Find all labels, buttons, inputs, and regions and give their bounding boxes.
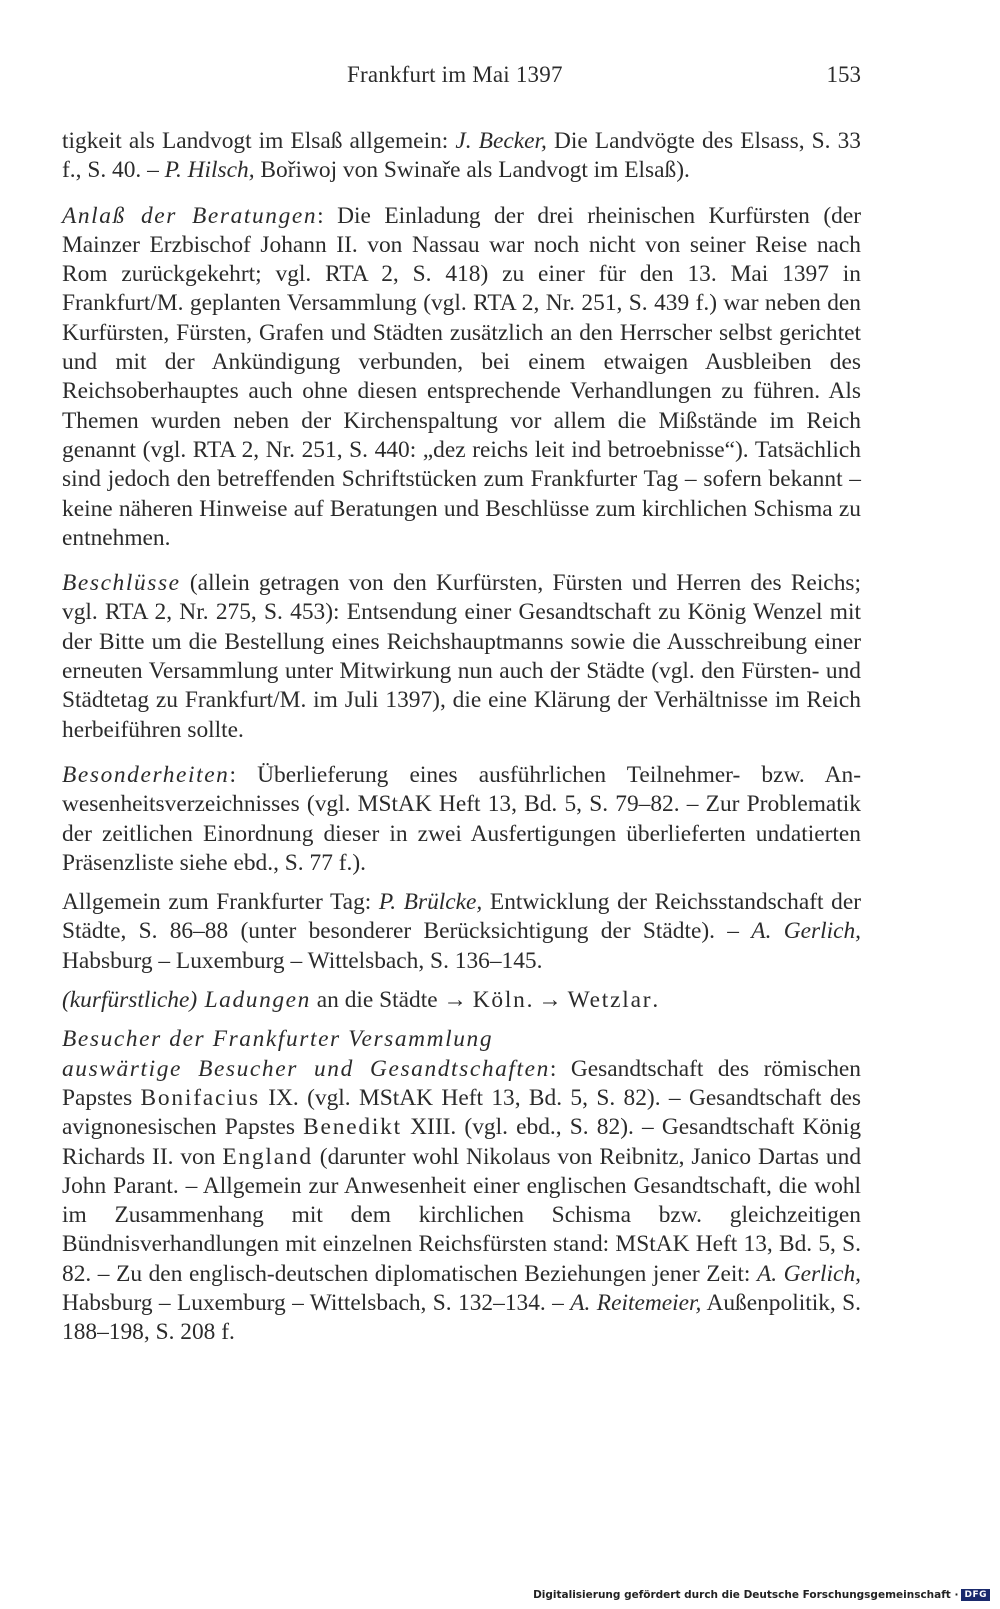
running-title: Frankfurt im Mai 1397 bbox=[347, 62, 563, 87]
body-text bbox=[62, 127, 861, 1348]
section-title-besucher: Besucher der Frankfurter Versammlung bbox=[62, 1026, 494, 1053]
paragraph-allgemein: Allgemein zum Frankfurter Tag: P. Brülcke, Entwicklung der Reichsstandschaft der Städte, S. 86–88 (unter besonderer Berücksichtigung der Städte). – A. Gerlich, Habsburg – Luxemburg – Wittelsbach, S. 136–145. bbox=[62, 889, 861, 974]
author-ref: P. Hilsch, bbox=[164, 157, 255, 184]
paragraph-anlass: Anlaß der Beratungen: Die Einladung der drei rheinischen Kurfürsten (der Mainzer Erzbischof Johann II. von Nassau war noch nicht von seiner Reise nach Rom zurückgekehrt; vgl. RTA 2, S. 418) zu einer für den 13. Mai 1397 in Frankfurt/M. geplanten Versammlung (vgl. RTA 2, Nr. 251, S. 439 f.) war neben den Kurfürsten, Fürsten, Grafen und Städten zusätzlich an den Herrscher selbst gerichtet und mit der Ankündigung verbunden, bei einem etwaigen Ausbleiben des Reichsoberhauptes auch ohne diesen entsprechende Verhandlungen zu führen. Als Themen wurden neben der Kirchenspaltung vor allem die Mißstände im Reich genannt (vgl. RTA 2, Nr. 251, S. 440: „dez reichs leit ind betroebnisse“). Tatsächlich sind jedoch den betreffenden Schriftstücken zum Frankfurter Tag – sofern bekannt – keine näheren Hinweise auf Beratungen und Beschlüsse zum kirchlichen Schisma zu entnehmen. bbox=[62, 202, 861, 551]
person-name: Benedikt bbox=[303, 1114, 402, 1141]
section-heading: Anlaß der Beratungen bbox=[62, 202, 318, 229]
section-heading: Besonderheiten bbox=[62, 761, 230, 788]
cross-ref-wetzlar: Wetzlar bbox=[567, 987, 653, 1014]
author-ref: A. Gerlich, bbox=[751, 918, 861, 945]
paragraph-beschluesse: Beschlüsse (allein getragen von den Kurfürsten, Fürsten und Herren des Reichs; vgl. RTA 2, Nr. 275, S. 453): Entsendung einer Gesandtschaft zu König Wenzel mit der Bitte um die Bestellung eines Reichshauptmanns sowie die Ausschreibung einer erneuten Versammlung unter Mitwirkung nun auch der Städte (vgl. den Fürsten- und Städtetag zu Frankfurt/M. im Juli 1397), die eine Klärung der Verhältnisse im Reich herbeiführen sollte. bbox=[62, 570, 861, 743]
author-ref: P. Brülcke, bbox=[378, 889, 483, 916]
author-ref: A. Gerlich, bbox=[756, 1260, 861, 1287]
section-heading: auswärtige Besucher und Gesandtschaften bbox=[62, 1055, 550, 1082]
place-name: England bbox=[222, 1143, 313, 1170]
page-header bbox=[62, 62, 861, 102]
paragraph-ladungen: (kurfürstliche) Ladungen an die Städte → Köln. → Wetzlar. bbox=[62, 987, 659, 1014]
person-name: Bonifacius bbox=[140, 1084, 260, 1111]
author-ref: A. Reitemeier, bbox=[570, 1289, 702, 1316]
paragraph-gesandtschaften: auswärtige Besucher und Gesandtschaften: Gesandtschaft des römischen Papstes Bonifacius IX. (vgl. MStAK Heft 13, Bd. 5, S. 82). – Gesandtschaft des avignonesischen Papstes Benedikt XIII. (vgl. ebd., S. 82). – Gesandtschaft König Richards II. von England (darunter wohl Nikolaus von Reibnitz, Janico Dartas und John Parant. – Allgemein zur Anwesenheit einer englischen Gesandtschaft, die wohl im Zusammenhang mit dem kirchlichen Schisma bzw. gleichzeitigen Bündnisverhandlungen mit einzelnen Reichsfürsten stand: MStAK Heft 13, Bd. 5, S. 82. – Zu den englisch-deutschen diplomatischen Beziehungen jener Zeit: A. Gerlich, Habsburg – Luxemburg – Wittelsbach, S. 132–134. – A. Reitemeier, Außenpolitik, S. 188–198, S. 208 f. bbox=[62, 1055, 862, 1346]
section-heading: Ladungen bbox=[197, 987, 311, 1014]
dfg-logo: DFG bbox=[961, 1589, 990, 1601]
paragraph-continuation: tigkeit als Landvogt im Elsaß allgemein: J. Becker, Die Landvögte des Elsass, S. 33 f., S. 40. – P. Hilsch, Bořiwoj von Swinaře als Landvogt im Elsaß). bbox=[62, 128, 861, 184]
cross-ref-koeln: Köln bbox=[472, 987, 527, 1014]
digitization-footer bbox=[533, 1589, 990, 1601]
author-ref: J. Becker, bbox=[455, 128, 547, 154]
footer-credit: Digitalisierung gefördert durch die Deutsche Forschungsgemeinschaft · bbox=[533, 1589, 959, 1601]
section-heading: Beschlüsse bbox=[62, 570, 181, 597]
paragraph-besonderheiten: Besonderheiten: Überlieferung eines ausführlichen Teilnehmer- bzw. Anwesenheitsverzeichnisses (vgl. MStAK Heft 13, Bd. 5, S. 79–82. – Zur Problematik der zeitlichen Einordnung dieser in zwei Ausfertigungen überlieferten undatierten Präsenzliste siehe ebd., S. 77 f.). bbox=[62, 761, 861, 876]
page-number: 153 bbox=[826, 62, 861, 87]
